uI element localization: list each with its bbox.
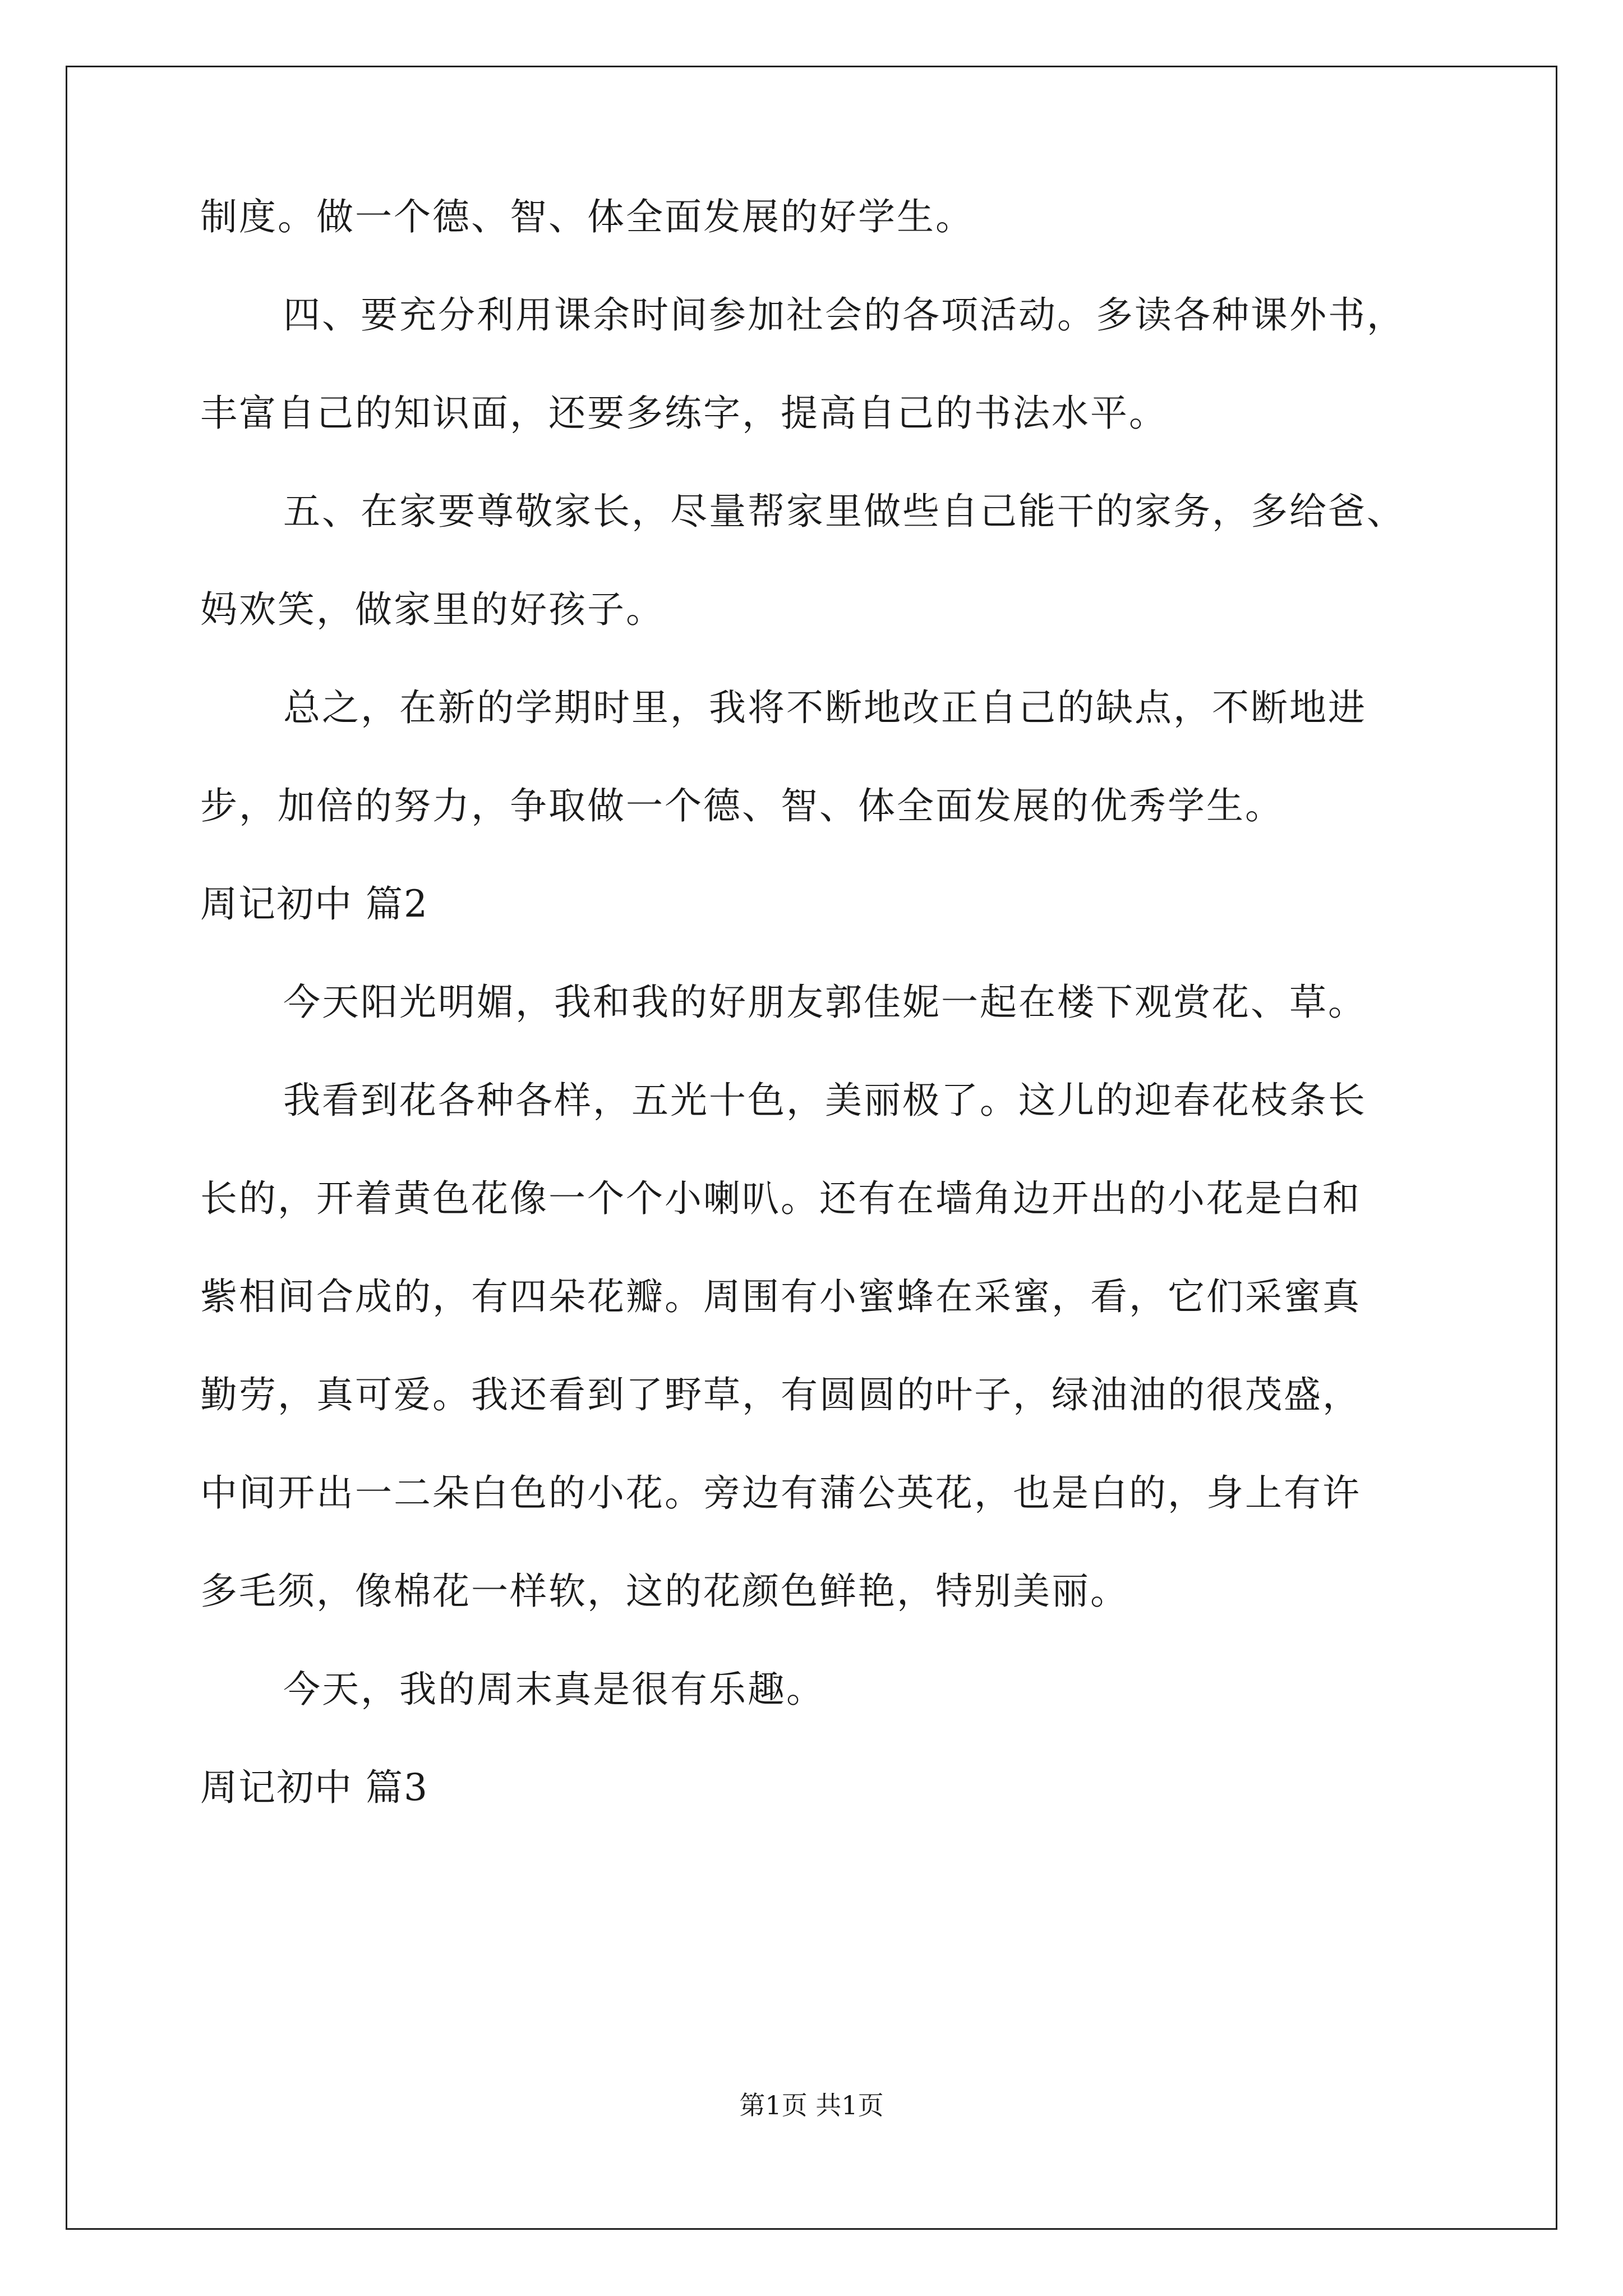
paragraph-line: 长的，开着黄色花像一个个小喇叭。还有在墙角边开出的小花是白和 bbox=[200, 1177, 1361, 1220]
section-heading: 周记初中 篇3 bbox=[200, 1766, 428, 1809]
paragraph-line: 丰富自己的知识面，还要多练字，提高自己的书法水平。 bbox=[200, 392, 1168, 435]
paragraph-line: 中间开出一二朵白色的小花。旁边有蒲公英花，也是白的，身上有许 bbox=[200, 1471, 1361, 1515]
paragraph-line: 紫相间合成的，有四朵花瓣。周围有小蜜蜂在采蜜，看，它们采蜜真 bbox=[200, 1275, 1361, 1318]
page-number-footer: 第1页 共1页 bbox=[739, 2090, 884, 2120]
paragraph-line: 四、要充分利用课余时间参加社会的各项活动。多读各种课外书， bbox=[283, 293, 1405, 337]
paragraph-line: 今天阳光明媚，我和我的好朋友郭佳妮一起在楼下观赏花、草。 bbox=[283, 981, 1367, 1024]
section-heading: 周记初中 篇2 bbox=[200, 882, 428, 926]
paragraph-line: 总之，在新的学期时里，我将不断地改正自己的缺点，不断地进 bbox=[283, 686, 1367, 729]
paragraph-line: 多毛须，像棉花一样软，这的花颜色鲜艳，特别美丽。 bbox=[200, 1570, 1129, 1613]
paragraph-line: 五、在家要尊敬家长，尽量帮家里做些自己能干的家务，多给爸、 bbox=[283, 490, 1405, 533]
paragraph-line: 今天，我的周末真是很有乐趣。 bbox=[283, 1668, 825, 1711]
paragraph-line: 勤劳，真可爱。我还看到了野草，有圆圆的叶子，绿油油的很茂盛， bbox=[200, 1373, 1361, 1416]
paragraph-line: 我看到花各种各样，五光十色，美丽极了。这儿的迎春花枝条长 bbox=[283, 1079, 1367, 1122]
paragraph-line: 步，加倍的努力，争取做一个德、智、体全面发展的优秀学生。 bbox=[200, 784, 1284, 827]
document-body bbox=[200, 195, 1490, 1867]
paragraph-line: 妈欢笑，做家里的好孩子。 bbox=[200, 588, 665, 631]
paragraph-line: 制度。做一个德、智、体全面发展的好学生。 bbox=[200, 195, 974, 238]
